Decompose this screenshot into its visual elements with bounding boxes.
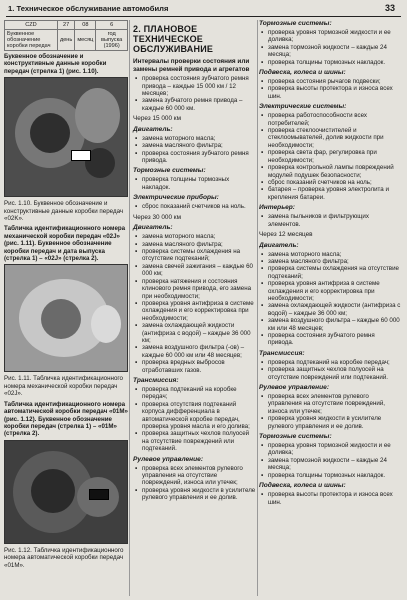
- list-item: ▪ проверка защитных чехлов полуосей на отсутствие повреждений или подтеканий.: [133, 430, 257, 452]
- serial-cell: месяц: [75, 30, 96, 51]
- group-heading: Трансмиссия:: [133, 376, 179, 384]
- list-item: ▪ проверка уровня жидкости в усилителе рулевого управления и ее долив.: [133, 487, 257, 502]
- list-item: ▪ проверка вредных выбросов отработавших газов.: [133, 359, 257, 374]
- group-heading: Тормозные системы:: [259, 433, 332, 441]
- bullet-list: [259, 251, 401, 347]
- paragraph-text: Табличка идентификационного номера механической коробки передач «02J» (рис. 1.11). Буквенное обозначение коробки передач и дата выпуска (стрелка 1) – «02J» (стрелка 2).: [4, 225, 126, 263]
- list-item: ▪ проверка защитных чехлов полуосей на отсутствие повреждений или подтеканий.: [259, 366, 401, 381]
- list-item: ▪ проверка уровня антифриза в системе охлаждения и его корректировка при необходимости;: [259, 280, 401, 302]
- bullet-list: [133, 203, 257, 210]
- list-item: ▪ сброс показаний счетчиков на ноль.: [133, 203, 257, 210]
- group-heading: Подвеска, колеса и шины:: [259, 482, 346, 490]
- list-item: ▪ проверка работоспособности всех потребителей;: [259, 112, 401, 127]
- list-item: ▪ проверка света фар, регулировка при необходимости;: [259, 149, 401, 164]
- list-item: ▪ замена охлаждающей жидкости (антифриза с водой) – каждые 36 000 км;: [259, 302, 401, 317]
- group-heading: Трансмиссия:: [259, 349, 305, 357]
- interval-title: Через 15 000 км: [133, 115, 181, 123]
- column-right: [259, 20, 401, 596]
- list-item: ▪ проверка толщины тормозных накладок.: [133, 176, 257, 191]
- serial-cell: 27: [57, 21, 74, 30]
- list-item: ▪ проверка уровня антифриза в системе охлаждения и его корректировка при необходимости;: [133, 300, 257, 322]
- group-heading: Рулевое управление:: [133, 455, 204, 463]
- serial-cell: год выпуска (1996): [96, 30, 128, 51]
- serial-cell: 08: [75, 21, 96, 30]
- list-item: ▪ проверка состояния зубчатого ремня привода – каждые 15 000 км / 12 месяцев;: [133, 75, 257, 97]
- list-item: ▪ замена моторного масла;: [133, 135, 257, 142]
- column-divider: [129, 20, 130, 596]
- bullet-list: [133, 75, 257, 112]
- list-item: ▪ проверка системы охлаждения на отсутствие подтеканий;: [259, 265, 401, 280]
- bullet-list: [133, 135, 257, 165]
- list-item: ▪ замена тормозной жидкости – каждые 24 месяца;: [259, 44, 401, 59]
- list-item: ▪ замена моторного масла;: [259, 251, 401, 258]
- list-item: ▪ проверка состояния рычагов подвески;: [259, 78, 401, 85]
- bullet-list: [133, 465, 257, 502]
- gearbox-photo-3: [4, 440, 128, 544]
- column-divider: [257, 20, 258, 596]
- list-item: ▪ проверка стеклоочистителей и стеклоомывателей, долив жидкости при необходимости;: [259, 127, 401, 149]
- list-item: ▪ замена воздушного фильтра – каждые 60 000 км или 48 месяцев;: [259, 317, 401, 332]
- bullet-list: [259, 359, 401, 381]
- list-item: ▪ проверка состояния зубчатого ремня привода.: [133, 150, 257, 165]
- list-item: ▪ проверка состояния зубчатого ремня привода.: [259, 332, 401, 347]
- bullet-list: [259, 393, 401, 430]
- list-item: ▪ замена масляного фильтра;: [259, 258, 401, 265]
- serial-number-table: [4, 20, 128, 51]
- figure-caption: Рис. 1.12. Табличка идентификационного номера автоматической коробки передач «01M».: [4, 546, 124, 569]
- list-item: ▪ замена пыльников и фильтрующих элементов.: [259, 213, 401, 228]
- serial-cell: день: [57, 30, 74, 51]
- list-item: ▪ проверка подтеканий на коробке передач;: [259, 359, 401, 366]
- list-item: ▪ проверка отсутствия подтеканий корпуса дифференциала в автоматической коробке передач, проверка уровня масла и его долива;: [133, 401, 257, 431]
- interval-title: Через 30 000 км: [133, 213, 181, 221]
- group-heading: Тормозные системы:: [133, 167, 206, 175]
- list-item: ▪ проверка высоты протектора и износа всех шин.: [259, 85, 401, 100]
- bullet-list: [259, 112, 401, 201]
- list-item: ▪ сброс показаний счетчиков на ноль;: [259, 179, 401, 186]
- list-item: ▪ замена масляного фильтра;: [133, 241, 257, 248]
- gearbox-photo-2: [4, 264, 128, 372]
- serial-cell: CZD: [5, 21, 58, 30]
- list-item: ▪ проверка уровня тормозной жидкости и ее доливка;: [259, 442, 401, 457]
- column-left: [4, 20, 128, 596]
- subsection-title: Интервалы проверки состояния или замены ремней привода и агрегатов: [133, 58, 250, 73]
- bullet-list: [259, 213, 401, 228]
- serial-cell: 6: [96, 21, 128, 30]
- list-item: ▪ замена воздушного фильтра (-ов) – каждые 60 000 км или 48 месяцев;: [133, 344, 257, 359]
- group-heading: Двигатель:: [133, 224, 173, 232]
- bullet-list: [133, 386, 257, 453]
- bullet-list: [259, 29, 401, 66]
- bullet-list: [259, 491, 401, 506]
- chapter-title: 1. Техническое обслуживание автомобиля: [8, 4, 169, 13]
- page-header: [6, 4, 401, 17]
- list-item: ▪ проверка системы охлаждения на отсутствие подтеканий;: [133, 248, 257, 263]
- list-item: ▪ проверка подтеканий на коробке передач;: [133, 386, 257, 401]
- bullet-list: [259, 78, 401, 100]
- group-heading: Подвеска, колеса и шины:: [259, 69, 346, 77]
- figure-caption: Рис. 1.11. Табличка идентификационного номера механической коробки передач «02J».: [4, 375, 123, 398]
- gearbox-photo-1: [4, 77, 128, 197]
- list-item: ▪ замена тормозной жидкости – каждые 24 месяца;: [259, 457, 401, 472]
- group-heading: Двигатель:: [133, 125, 173, 133]
- bullet-list: [259, 442, 401, 479]
- page-number: 33: [384, 3, 395, 13]
- serial-cell: Буквенное обозначение коробки передач: [5, 30, 58, 51]
- figure-caption: Рис. 1.10. Буквенное обозначение и конструктивные данные коробки передач «02K».: [4, 200, 124, 223]
- section-title: 2. ПЛАНОВОЕ ТЕХНИЧЕСКОЕ ОБСЛУЖИВАНИЕ: [133, 24, 214, 54]
- list-item: ▪ проверка контрольной лампы повреждений модулей подушек безопасности;: [259, 164, 401, 179]
- list-item: ▪ замена моторного масла;: [133, 233, 257, 240]
- list-item: ▪ замена масляного фильтра;: [133, 142, 257, 149]
- list-item: ▪ проверка всех элементов рулевого управления на отсутствие повреждений, износа или утечек;: [259, 393, 401, 415]
- group-heading: Электрические системы:: [259, 103, 347, 111]
- group-heading: Тормозные системы:: [259, 20, 332, 27]
- list-item: ▪ замена свечей зажигания – каждые 60 000 км;: [133, 263, 257, 278]
- group-heading: Рулевое управление:: [259, 384, 330, 392]
- list-item: ▪ замена зубчатого ремня привода – каждые 60 000 км.: [133, 97, 257, 112]
- list-item: ▪ проверка высоты протектора и износа всех шин.: [259, 491, 401, 506]
- bullet-list: [133, 233, 257, 374]
- column-middle: [131, 20, 257, 596]
- list-item: ▪ проверка толщины тормозных накладок.: [259, 59, 401, 66]
- caption-text: Буквенное обозначение и конструктивные данные коробки передач (стрелка 1) (рис. 1.10).: [4, 53, 107, 75]
- list-item: ▪ проверка натяжения и состояния клинового ремня привода, его замена при необходимости;: [133, 278, 257, 300]
- group-heading: Интерьер:: [259, 204, 296, 212]
- group-heading: Двигатель:: [259, 241, 299, 249]
- list-item: ▪ батарея – проверка уровня электролита и крепления батареи.: [259, 186, 401, 201]
- list-item: ▪ замена охлаждающей жидкости (антифриза с водой) – каждые 36 000 км;: [133, 322, 257, 344]
- list-item: ▪ проверка всех элементов рулевого управления на отсутствие повреждений, износа или утечек;: [133, 465, 257, 487]
- paragraph-text: Табличка идентификационного номера автоматической коробки передач «01M» (рис. 1.12). Буквенное обозначение коробки передач (стрелка 1) – «01M» (стрелка 2).: [4, 400, 128, 438]
- list-item: ▪ проверка толщины тормозных накладок.: [259, 472, 401, 479]
- interval-title: Через 12 месяцев: [259, 230, 313, 238]
- bullet-list: [133, 176, 257, 191]
- list-item: ▪ проверка уровня тормозной жидкости и ее доливка;: [259, 29, 401, 44]
- list-item: ▪ проверка уровня жидкости в усилителе рулевого управления и ее долив.: [259, 415, 401, 430]
- group-heading: Электрические приборы:: [133, 194, 219, 202]
